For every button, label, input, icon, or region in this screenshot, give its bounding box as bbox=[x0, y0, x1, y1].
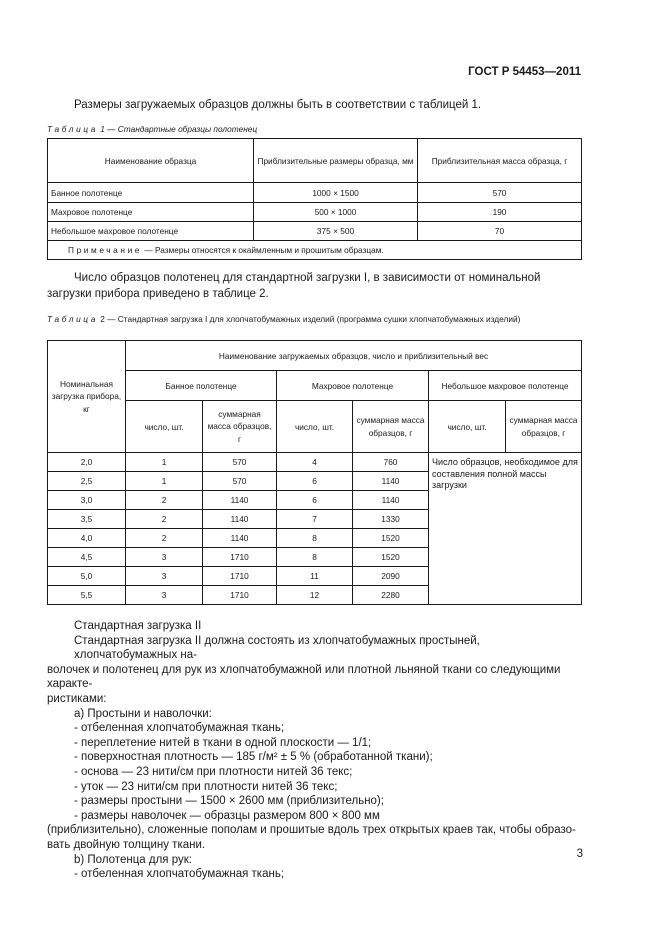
text-line: а) Простыни и наволочки: bbox=[74, 707, 212, 720]
table-cell: 4 bbox=[277, 453, 353, 472]
page-number: 3 bbox=[576, 848, 583, 860]
table2-header-count: число, шт. bbox=[429, 401, 506, 453]
table-cell: 1140 bbox=[203, 510, 277, 529]
table1-note bbox=[48, 241, 582, 260]
table-cell: 5,5 bbox=[48, 586, 126, 605]
paragraph-table2-intro: Число образцов полотенец для стандартной загрузки I, в зависимости от номинальной загрузки прибора приведено в таблице 2. bbox=[47, 272, 541, 300]
table1 bbox=[47, 138, 582, 260]
table-cell: Небольшое махровое полотенце bbox=[48, 222, 254, 241]
table-row bbox=[48, 183, 582, 203]
table-cell: 1710 bbox=[203, 586, 277, 605]
table1-note-word: Примечание bbox=[68, 245, 143, 255]
table-cell: 3 bbox=[126, 548, 203, 567]
table1-header-cell: Приблизительная масса образца, г bbox=[418, 139, 582, 183]
table-cell: 2,0 bbox=[48, 453, 126, 472]
table-cell: 190 bbox=[418, 203, 582, 222]
text-line: - размеры наволочек — образцы размером 800 × 800 мм bbox=[74, 809, 380, 822]
table2-header-terry: Махровое полотенце bbox=[277, 371, 429, 401]
table-cell: 1 bbox=[126, 453, 203, 472]
table-cell: 12 bbox=[277, 586, 353, 605]
table-cell: 6 bbox=[277, 491, 353, 510]
table-cell: 2 bbox=[126, 491, 203, 510]
table-cell: 1140 bbox=[353, 472, 429, 491]
table-cell: 2 bbox=[126, 510, 203, 529]
table2-header-mass: суммарная масса образцов, г bbox=[203, 401, 277, 453]
table2-caption-text: 2 — Стандартная загрузка I для хлопчатобумажных изделий (программа сушки хлопчатобумажных изделий) bbox=[97, 314, 521, 324]
table1-caption-word: Таблица bbox=[47, 124, 98, 134]
table2-header-mass: суммарная масса образцов, г bbox=[506, 401, 582, 453]
table2-header-row bbox=[48, 401, 582, 453]
body-text bbox=[47, 619, 584, 882]
table-row bbox=[48, 203, 582, 222]
table-cell: 1140 bbox=[203, 529, 277, 548]
text-line: - отбеленная хлопчатобумажная ткань; bbox=[74, 868, 285, 881]
text-line: - переплетение нитей в ткани в одной плоскости — 1/1; bbox=[74, 736, 372, 749]
text-line: ристиками: bbox=[47, 692, 107, 705]
text-line: Стандартная загрузка II bbox=[74, 620, 202, 632]
text-line: - уток — 23 нити/см при плотности нитей 36 текс; bbox=[74, 780, 338, 793]
table-cell: 2,5 bbox=[48, 472, 126, 491]
table1-header-cell: Наименование образца bbox=[48, 139, 254, 183]
table-cell: 3 bbox=[126, 586, 203, 605]
table-cell: 1140 bbox=[203, 491, 277, 510]
table-cell: 11 bbox=[277, 567, 353, 586]
table1-header-row bbox=[48, 139, 582, 183]
text-line: волочек и полотенец для рук из хлопчатобумажной или плотной льняной ткани со следующими характе- bbox=[47, 663, 561, 691]
table-cell: Махровое полотенце bbox=[48, 203, 254, 222]
table1-caption-text: 1 — Стандартные образцы полотенец bbox=[97, 124, 258, 134]
table2-header-nominal: Номинальная загрузка прибора, кг bbox=[48, 341, 126, 453]
table-cell: Банное полотенце bbox=[48, 183, 254, 203]
text-line: вать двойную толщину ткани. bbox=[47, 838, 206, 851]
table1-note-text: — Размеры относятся к окаймленным и прошитым образцам. bbox=[142, 245, 384, 255]
table-cell: 6 bbox=[277, 472, 353, 491]
table-cell: 3,0 bbox=[48, 491, 126, 510]
table2-caption bbox=[47, 314, 581, 326]
table2-caption-word: Таблица bbox=[47, 314, 98, 324]
table-row bbox=[48, 453, 582, 472]
table-cell: 1330 bbox=[353, 510, 429, 529]
table-cell: 1520 bbox=[353, 529, 429, 548]
table2-header-count: число, шт. bbox=[126, 401, 203, 453]
table-cell: 1710 bbox=[203, 548, 277, 567]
table-cell: 375 × 500 bbox=[254, 222, 418, 241]
table1-note-row bbox=[48, 241, 582, 260]
table-cell: 1 bbox=[126, 472, 203, 491]
table-cell: 4,5 bbox=[48, 548, 126, 567]
table-cell: 500 × 1000 bbox=[254, 203, 418, 222]
table-cell: 3,5 bbox=[48, 510, 126, 529]
table2-header-group: Наименование загружаемых образцов, число и приблизительный вес bbox=[126, 341, 582, 371]
table-cell: 2280 bbox=[353, 586, 429, 605]
table-cell: 8 bbox=[277, 529, 353, 548]
table2-small-note: Число образцов, необходимое для составления полной массы загрузки bbox=[429, 453, 582, 605]
table1-header-cell: Приблизительные размеры образца, мм bbox=[254, 139, 418, 183]
text-line: - отбеленная хлопчатобумажная ткань; bbox=[74, 722, 285, 735]
text-line: (приблизительно), сложенные пополам и прошитые вдоль трех открытых краев так, чтобы образо- bbox=[47, 824, 576, 837]
text-line: Стандартная загрузка II должна состоять из хлопчатобумажных простыней, хлопчатобумажных на- bbox=[74, 634, 480, 662]
intro-paragraph: Размеры загружаемых образцов должны быть в соответствии с таблицей 1. bbox=[74, 99, 482, 111]
table-cell: 8 bbox=[277, 548, 353, 567]
table2-header-row bbox=[48, 341, 582, 371]
table2-header-small: Небольшое махровое полотенце bbox=[429, 371, 582, 401]
text-line: b) Полотенца для рук: bbox=[74, 853, 192, 866]
table-cell: 570 bbox=[418, 183, 582, 203]
table-cell: 5,0 bbox=[48, 567, 126, 586]
table-cell: 570 bbox=[203, 472, 277, 491]
text-line: - размеры простыни — 1500 × 2600 мм (приблизительно); bbox=[74, 795, 384, 808]
table-cell: 2090 bbox=[353, 567, 429, 586]
table-cell: 1000 × 1500 bbox=[254, 183, 418, 203]
table-cell: 760 bbox=[353, 453, 429, 472]
table-cell: 70 bbox=[418, 222, 582, 241]
table-row bbox=[48, 222, 582, 241]
table2-header-bath: Банное полотенце bbox=[126, 371, 277, 401]
table1-caption bbox=[47, 124, 257, 136]
table-cell: 2 bbox=[126, 529, 203, 548]
text-line: - поверхностная плотность — 185 г/м² ± 5 % (обработанной ткани); bbox=[74, 751, 433, 764]
table-cell: 1710 bbox=[203, 567, 277, 586]
table-cell: 570 bbox=[203, 453, 277, 472]
table2-header-mass: суммарная масса образцов, г bbox=[353, 401, 429, 453]
table2-header-count: число, шт. bbox=[277, 401, 353, 453]
table-cell: 1520 bbox=[353, 548, 429, 567]
table2-header-row bbox=[48, 371, 582, 401]
table-cell: 1140 bbox=[353, 491, 429, 510]
text-line: - основа — 23 нити/см при плотности нитей 36 текс; bbox=[74, 765, 353, 778]
table2 bbox=[47, 340, 582, 605]
document-id: ГОСТ Р 54453—2011 bbox=[468, 66, 581, 78]
table-cell: 7 bbox=[277, 510, 353, 529]
table-cell: 4,0 bbox=[48, 529, 126, 548]
table-cell: 3 bbox=[126, 567, 203, 586]
